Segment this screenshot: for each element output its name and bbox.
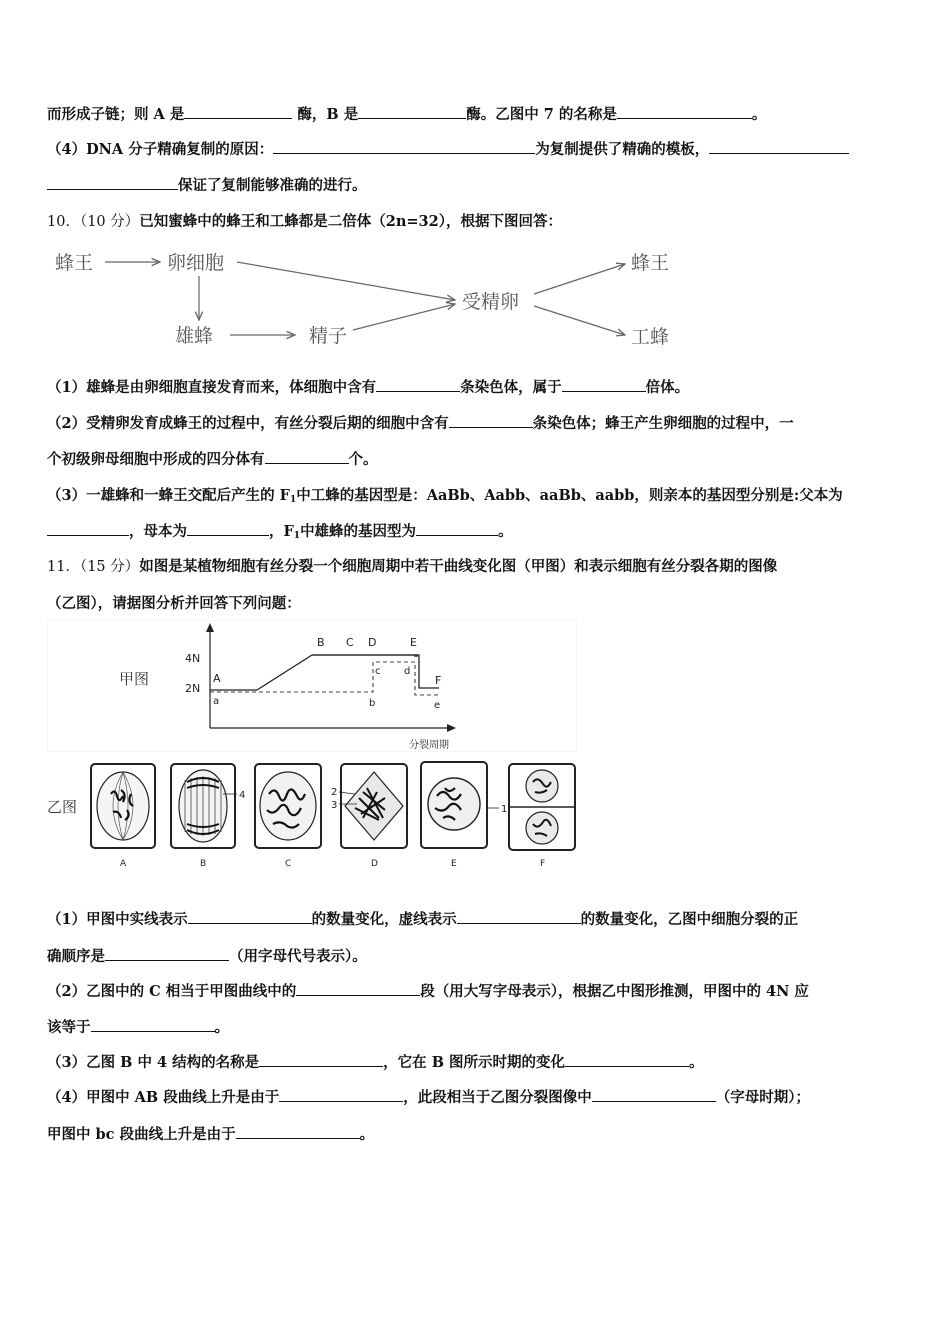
q11-heading-cont: [47, 592, 301, 613]
q9-text: 为复制提供了精确的模板，: [535, 141, 710, 158]
answer-blank[interactable]: [565, 1052, 689, 1067]
answer-blank[interactable]: [562, 377, 646, 392]
q9-line-1: [47, 103, 766, 124]
point-F: F: [435, 674, 442, 687]
q10-text: （3）一雄蜂和一蜂王交配后产生的 F: [47, 487, 290, 504]
q9-text: 而形成子链；则 A 是: [47, 106, 185, 123]
yi-cell-images: [47, 754, 579, 870]
y-tick-4n: 4N: [185, 652, 201, 665]
cell-C: [255, 764, 321, 848]
q11-text: 段（用大写字母表示），根据乙中图形推测，甲图中的 4N 应: [420, 983, 809, 1000]
structure-4-label: 4: [239, 790, 246, 801]
subscript: 1: [289, 495, 297, 505]
answer-blank[interactable]: [187, 521, 269, 536]
cell-label-D: D: [371, 859, 378, 869]
question-number: 11．: [47, 559, 80, 575]
answer-blank[interactable]: [273, 139, 535, 154]
q11-text: ，它在 B 图所示时期的变化: [383, 1054, 565, 1071]
q11-text: （2）乙图中的 C 相当于甲图曲线中的: [47, 983, 297, 1000]
arrow-sperm-to-fertilized: [353, 304, 455, 330]
answer-blank[interactable]: [259, 1052, 383, 1067]
question-text: 如图是某植物细胞有丝分裂一个细胞周期中若干曲线变化图（甲图）和表示细胞有丝分裂各期的图像: [139, 558, 778, 575]
subscript: 1: [293, 531, 301, 541]
q10-text: 条染色体；蜂王产生卵细胞的过程中，一: [532, 415, 794, 432]
q10-part-2: [47, 412, 794, 433]
cell-label-A: A: [120, 859, 127, 869]
structure-2-label: 2: [331, 787, 338, 798]
point-e: e: [434, 700, 441, 711]
answer-blank[interactable]: [265, 449, 349, 464]
q11-part-1: [47, 908, 798, 929]
answer-blank[interactable]: [416, 521, 498, 536]
q11-text: 该等于: [47, 1019, 91, 1036]
q11-text: 的数量变化，虚线表示: [311, 911, 457, 928]
q11-text: ，此段相当于乙图分裂图像中: [403, 1089, 592, 1106]
point-b: b: [369, 698, 376, 709]
q9-text: 保证了复制能够准确的进行。: [178, 177, 367, 194]
q11-part-4-cont: [47, 1123, 374, 1144]
q10-text: 个初级卵母细胞中形成的四分体有: [47, 451, 265, 468]
q11-part-4: [47, 1086, 810, 1107]
x-axis-label: 分裂周期: [409, 740, 449, 751]
q10-part-1: [47, 376, 689, 397]
jia-graph: [47, 620, 577, 752]
answer-blank[interactable]: [47, 175, 178, 190]
q11-text: （用字母代号表示）。: [229, 948, 367, 965]
cell-label-C: C: [285, 859, 292, 869]
bee-reproduction-diagram: [47, 242, 697, 354]
q11-text: 。: [689, 1054, 704, 1071]
q11-text: 甲图中 bc 段曲线上升是由于: [47, 1126, 236, 1143]
diagram-drone: 雄蜂: [175, 325, 214, 347]
q10-text: ，F: [269, 523, 294, 540]
point-C: C: [346, 636, 354, 649]
answer-blank[interactable]: [358, 104, 466, 119]
question-number: 10．: [47, 214, 80, 230]
cell-F: [509, 764, 575, 850]
diagram-fertilized-egg: 受精卵: [462, 291, 520, 313]
q10-text: （1）雄蜂是由卵细胞直接发育而来，体细胞中含有: [47, 379, 377, 396]
cell-label-B: B: [200, 859, 207, 869]
answer-blank[interactable]: [296, 981, 420, 996]
q11-part-2: [47, 980, 809, 1001]
q10-text: （2）受精卵发育成蜂王的过程中，有丝分裂后期的细胞中含有: [47, 415, 449, 432]
cells-title: 乙图: [47, 798, 78, 816]
q11-text: （4）甲图中 AB 段曲线上升是由于: [47, 1089, 280, 1106]
q9-line-3: [47, 174, 367, 195]
q9-text: 酶，B 是: [297, 106, 359, 123]
question-text: （乙图），请据图分析并回答下列问题：: [47, 595, 301, 612]
diagram-queen-left: 蜂王: [55, 252, 94, 274]
q10-text: 条染色体，属于: [460, 379, 562, 396]
q11-part-3: [47, 1051, 704, 1072]
answer-blank[interactable]: [592, 1087, 716, 1102]
q9-text: （4）DNA 分子精确复制的原因：: [47, 141, 274, 158]
q9-text: 酶。乙图中 7 的名称是: [466, 106, 617, 123]
answer-blank[interactable]: [91, 1017, 215, 1032]
cell-E: [421, 762, 487, 848]
answer-blank[interactable]: [188, 909, 312, 924]
q11-text: 的数量变化，乙图中细胞分裂的正: [580, 911, 799, 928]
point-A: A: [213, 672, 221, 685]
question-score: （10 分）: [79, 214, 140, 230]
point-c: c: [375, 666, 381, 677]
arrow-fertilized-to-queen: [534, 264, 625, 294]
q11-text: （1）甲图中实线表示: [47, 911, 188, 928]
answer-blank[interactable]: [236, 1124, 360, 1139]
answer-blank[interactable]: [709, 139, 849, 154]
answer-blank[interactable]: [105, 946, 229, 961]
q11-text: 确顺序是: [47, 948, 105, 965]
answer-blank[interactable]: [457, 909, 581, 924]
diagram-sperm: 精子: [309, 325, 348, 347]
graph-title: 甲图: [119, 670, 150, 688]
q11-part-2-cont: [47, 1016, 229, 1037]
q10-part-2-cont: [47, 448, 378, 469]
question-text: 已知蜜蜂中的蜂王和工蜂都是二倍体（2n=32），根据下图回答：: [139, 213, 562, 230]
q10-text: 个。: [348, 451, 378, 468]
arrow-egg-to-fertilized: [237, 262, 455, 300]
answer-blank[interactable]: [279, 1087, 403, 1102]
q10-heading: [47, 210, 562, 231]
cell-A: [91, 764, 155, 848]
cell-B: [171, 764, 235, 848]
answer-blank[interactable]: [184, 104, 292, 119]
q9-text: 。: [751, 106, 767, 123]
q11-text: （3）乙图 B 中 4 结构的名称是: [47, 1054, 260, 1071]
answer-blank[interactable]: [47, 521, 129, 536]
q10-part-3-cont: [47, 520, 513, 541]
point-E: E: [410, 636, 417, 649]
cell-label-E: E: [451, 859, 457, 869]
q11-text: 。: [359, 1126, 375, 1143]
diagram-worker: 工蜂: [631, 326, 670, 348]
q11-heading: [47, 555, 777, 576]
cell-label-F: F: [540, 859, 546, 869]
q9-line-2: [47, 138, 849, 159]
q10-text: ，母本为: [129, 523, 187, 540]
arrow-fertilized-to-worker: [534, 306, 625, 335]
q10-text: 中雄蜂的基因型为: [300, 523, 417, 540]
q10-part-3: [47, 484, 843, 505]
answer-blank[interactable]: [449, 413, 533, 428]
answer-blank[interactable]: [376, 377, 460, 392]
point-d: d: [404, 666, 411, 677]
structure-1-label: 1: [501, 804, 508, 815]
question-score: （15 分）: [79, 559, 140, 575]
q11-part-1-cont: [47, 945, 367, 966]
q10-text: 倍体。: [645, 379, 690, 396]
q11-text: （字母时期）；: [715, 1089, 810, 1106]
structure-3-label: 3: [331, 800, 338, 811]
q11-text: 。: [214, 1019, 229, 1036]
y-tick-2n: 2N: [185, 682, 201, 695]
q10-text: 中工蜂的基因型是：AaBb、Aabb、aaBb、aabb，则亲本的基因型分别是:父本为: [296, 487, 843, 504]
answer-blank[interactable]: [617, 104, 752, 119]
point-B: B: [317, 636, 325, 649]
point-D: D: [368, 636, 377, 649]
point-a: a: [213, 696, 220, 707]
q10-text: 。: [498, 523, 513, 540]
cell-D: [341, 764, 407, 848]
diagram-egg-cell: 卵细胞: [167, 252, 225, 274]
diagram-queen-right: 蜂王: [631, 252, 670, 274]
